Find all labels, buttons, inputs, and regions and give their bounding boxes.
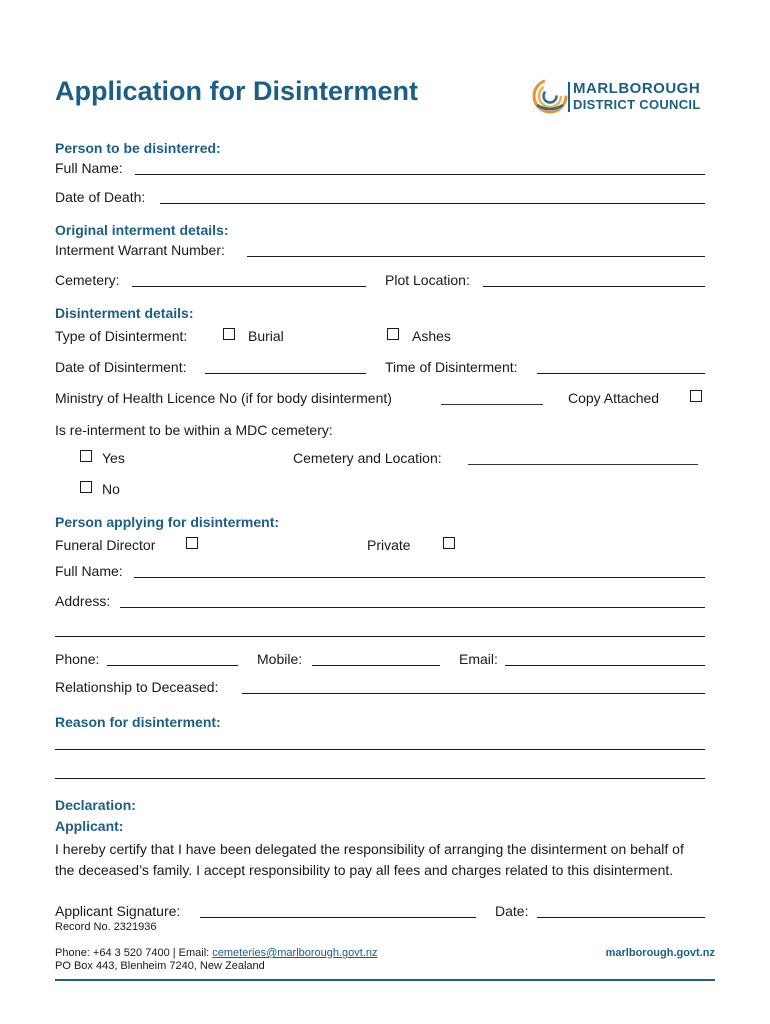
relationship-label: Relationship to Deceased:: [55, 679, 219, 695]
phone-field[interactable]: [107, 665, 238, 666]
footer-divider: [55, 979, 715, 981]
phone-label: Phone:: [55, 651, 100, 667]
date-of-disinterment-label: Date of Disinterment:: [55, 359, 187, 375]
reason-field-line-2[interactable]: [55, 778, 705, 779]
plot-location-field[interactable]: [483, 286, 705, 287]
mobile-label: Mobile:: [257, 651, 303, 667]
date-of-death-field[interactable]: [160, 203, 705, 204]
date-of-death-label: Date of Death:: [55, 189, 146, 205]
private-checkbox[interactable]: [443, 537, 455, 549]
declaration-text: I hereby certify that I have been delegated the responsibility of arranging the disinterment on behalf of the deceased’s family. I accept responsibility to pay all fees and charges related to this disinterment.: [55, 841, 684, 878]
declaration-applicant-heading: Applicant:: [55, 818, 124, 834]
section-original-interment: Original interment details:: [55, 222, 229, 238]
applicant-signature-label: Applicant Signature:: [55, 903, 181, 919]
section-applicant: Person applying for disinterment:: [55, 514, 280, 530]
address-label: Address:: [55, 593, 111, 609]
date-of-disinterment-field[interactable]: [205, 373, 366, 374]
interment-warrant-label: Interment Warrant Number:: [55, 242, 225, 258]
copy-attached-label: Copy Attached: [568, 390, 660, 406]
funeral-director-checkbox[interactable]: [186, 537, 198, 549]
footer-website-link[interactable]: marlborough.govt.nz: [605, 947, 715, 959]
signature-date-field[interactable]: [537, 917, 705, 918]
section-declaration: Declaration:: [55, 797, 136, 813]
cemetery-field[interactable]: [132, 286, 366, 287]
section-reason: Reason for disinterment:: [55, 714, 221, 730]
section-disinterment-details: Disinterment details:: [55, 305, 194, 321]
address-field-line-2[interactable]: [55, 636, 705, 637]
applicant-full-name-field[interactable]: [134, 577, 705, 578]
reinterment-yes-checkbox[interactable]: [80, 450, 92, 462]
mobile-field[interactable]: [312, 665, 440, 666]
reinterment-question: Is re-interment to be within a MDC cemetery:: [55, 422, 333, 438]
no-label: No: [102, 481, 120, 497]
email-label: Email:: [459, 651, 498, 667]
burial-checkbox[interactable]: [223, 328, 235, 340]
copy-attached-checkbox[interactable]: [690, 390, 702, 402]
cemetery-label: Cemetery:: [55, 272, 120, 288]
plot-location-label: Plot Location:: [385, 272, 470, 288]
full-name-label: Full Name:: [55, 160, 123, 176]
address-field-line-1[interactable]: [120, 607, 705, 608]
reinterment-no-checkbox[interactable]: [80, 481, 92, 493]
cemetery-location-field[interactable]: [468, 464, 698, 465]
ashes-label: Ashes: [412, 328, 451, 344]
footer-email-link[interactable]: cemeteries@marlborough.govt.nz: [212, 947, 378, 959]
page-title: Application for Disinterment: [55, 76, 419, 106]
cemetery-location-label: Cemetery and Location:: [293, 450, 442, 466]
applicant-full-name-label: Full Name:: [55, 563, 123, 579]
record-number: Record No. 2321936: [55, 921, 157, 933]
yes-label: Yes: [102, 450, 125, 466]
footer-contact: [55, 947, 378, 959]
deceased-full-name-field[interactable]: [135, 174, 705, 175]
email-field[interactable]: [505, 665, 705, 666]
interment-warrant-field[interactable]: [247, 256, 705, 257]
ashes-checkbox[interactable]: [387, 328, 399, 340]
signature-date-label: Date:: [495, 903, 529, 919]
logo-divider: [568, 82, 570, 112]
health-licence-label: Ministry of Health Licence No (if for body disinterment): [55, 390, 392, 406]
relationship-field[interactable]: [242, 693, 705, 694]
reason-field-line-1[interactable]: [55, 749, 705, 750]
council-logo-mark-icon: [531, 77, 569, 115]
footer-address: PO Box 443, Blenheim 7240, New Zealand: [55, 960, 265, 972]
logo-text-district-council: DISTRICT COUNCIL: [573, 97, 701, 112]
footer-phone-text: Phone: +64 3 520 7400 | Email:: [55, 947, 213, 959]
time-of-disinterment-field[interactable]: [537, 373, 705, 374]
time-of-disinterment-label: Time of Disinterment:: [385, 359, 518, 375]
private-label: Private: [367, 537, 411, 553]
logo-text-marlborough: MARLBOROUGH: [573, 80, 701, 97]
council-logo: [531, 77, 715, 117]
health-licence-field[interactable]: [441, 404, 543, 405]
funeral-director-label: Funeral Director: [55, 537, 156, 553]
section-person-disinterred: Person to be disinterred:: [55, 140, 221, 156]
applicant-signature-field[interactable]: [200, 917, 476, 918]
type-of-disinterment-label: Type of Disinterment:: [55, 328, 188, 344]
burial-label: Burial: [248, 328, 284, 344]
